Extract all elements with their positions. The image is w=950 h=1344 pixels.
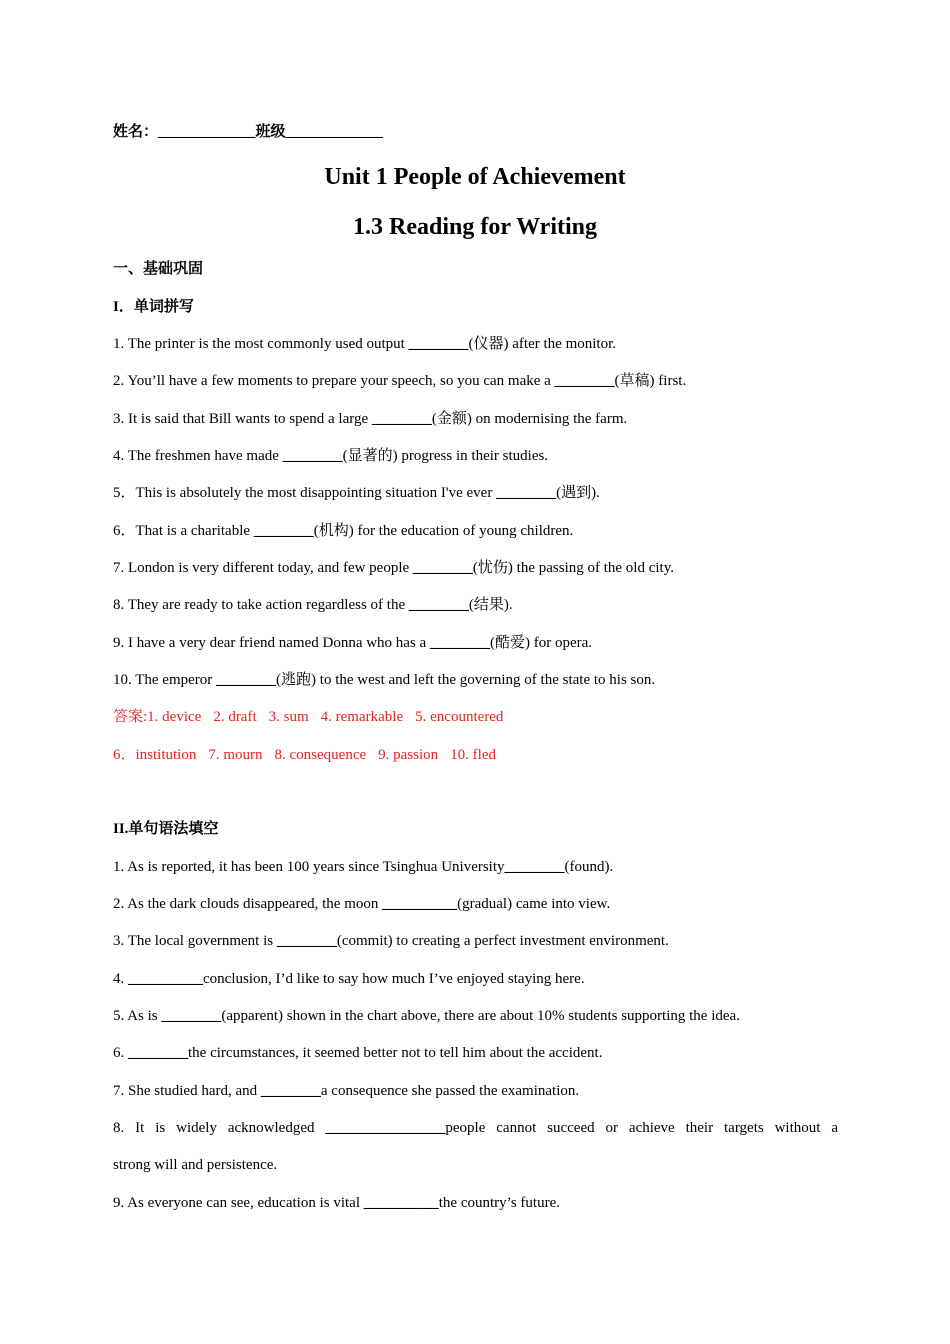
answer-blank: ________ <box>128 1045 188 1061</box>
answer-blank: ________ <box>429 635 490 651</box>
question-text: 10. The emperor <box>113 672 217 688</box>
answer-blank: ________ <box>412 560 473 576</box>
question-text: 2. You’ll have a few moments to prepare your speech, so you can make a <box>113 373 555 389</box>
answer-blank: ________ <box>408 597 469 613</box>
question-text: 8. They are ready to take action regardless of the <box>113 597 409 613</box>
question-hint: a consequence she passed the examination. <box>320 1083 580 1099</box>
question-text: 2. As the dark clouds disappeared, the moon <box>113 896 383 912</box>
answer-key-prefix: 答案: <box>113 709 148 725</box>
question-text: 5．This is absolutely the most disappointing situation I've ever <box>113 485 497 501</box>
answer-blank: __________ <box>382 896 458 912</box>
question-line <box>113 670 838 690</box>
answer-key-line-2 <box>113 745 838 765</box>
question-text: 1. The printer is the most commonly used output <box>113 336 409 352</box>
unit-title: Unit 1 People of Achievement <box>324 164 626 190</box>
question-text: 6．That is a charitable <box>113 523 254 539</box>
name-label: 姓名： <box>113 124 159 140</box>
question-text: 6. <box>113 1045 128 1061</box>
section-heading-basics: 一、基础巩固 <box>113 261 204 277</box>
class-label: 班级 <box>255 124 286 140</box>
answer-item: 4. remarkable <box>320 709 404 725</box>
question-hint: (逃跑) to the west and left the governing of the state to his son. <box>276 672 656 688</box>
question-hint: the circumstances, it seemed better not to tell him about the accident. <box>188 1045 603 1061</box>
answer-blank: ________ <box>260 1083 321 1099</box>
answer-key-line-1 <box>113 707 838 727</box>
question-text: 3. It is said that Bill wants to spend a large <box>113 411 372 427</box>
question-line <box>113 409 838 429</box>
question-text: 5. As is <box>113 1008 162 1024</box>
student-info-line <box>113 122 838 142</box>
question-line <box>113 334 838 354</box>
question-text: 4. The freshmen have made <box>113 448 283 464</box>
question-hint: (结果). <box>468 597 513 613</box>
question-text: 1. As is reported, it has been 100 years since Tsinghua University <box>113 859 505 875</box>
answer-blank: ________ <box>554 373 615 389</box>
question-hint: (遇到). <box>556 485 600 501</box>
question-hint: (commit) to creating a perfect investment environment. <box>336 933 669 949</box>
question-line <box>113 521 838 541</box>
question-hint: (apparent) shown in the chart above, there are about 10% students supporting the idea. <box>221 1008 740 1024</box>
question-line <box>113 857 838 877</box>
class-blank: _____________ <box>285 124 384 140</box>
question-text: 3. The local government is <box>113 933 277 949</box>
question-hint: (found). <box>564 859 614 875</box>
answer-blank: __________ <box>128 971 203 987</box>
question-hint: people cannot succeed or achieve their targets without a <box>445 1120 838 1136</box>
question-line <box>113 1118 838 1138</box>
answer-blank: ________ <box>216 672 277 688</box>
question-text: strong will and persistence. <box>113 1157 278 1173</box>
question-line <box>113 931 838 951</box>
answer-blank: ________ <box>276 933 337 949</box>
answer-blank: __________ <box>363 1195 439 1211</box>
question-text: 7. She studied hard, and <box>113 1083 261 1099</box>
question-line <box>113 1081 838 1101</box>
answer-item: 7. mourn <box>208 747 263 763</box>
question-hint: (酷爱) for opera. <box>489 635 593 651</box>
question-line-continued <box>113 1155 838 1175</box>
question-line <box>113 558 838 578</box>
question-hint: (草稿) first. <box>614 373 687 389</box>
question-line <box>113 1193 838 1213</box>
answer-item: 5. encountered <box>415 709 504 725</box>
question-line <box>113 633 838 653</box>
question-hint: (显著的) progress in their studies. <box>342 448 549 464</box>
question-text: 9. I have a very dear friend named Donna who has a <box>113 635 430 651</box>
answer-blank: ________ <box>253 523 314 539</box>
question-line <box>113 483 838 503</box>
answer-item: 2. draft <box>213 709 257 725</box>
answer-blank: ________ <box>161 1008 222 1024</box>
answer-blank: ________ <box>504 859 565 875</box>
question-text: 7. London is very different today, and few people <box>113 560 413 576</box>
lesson-title: 1.3 Reading for Writing <box>352 214 598 240</box>
question-line <box>113 1043 838 1063</box>
question-text: 4. <box>113 971 128 987</box>
question-line <box>113 969 838 989</box>
question-line <box>113 446 838 466</box>
question-text: 9. As everyone can see, education is vital <box>113 1195 364 1211</box>
section-heading-grammar: II.单句语法填空 <box>113 821 219 837</box>
question-hint: (仪器) after the monitor. <box>468 336 616 352</box>
answer-item: 3. sum <box>268 709 309 725</box>
name-blank: _____________ <box>158 124 256 140</box>
answer-blank: ________ <box>282 448 343 464</box>
question-line <box>113 894 838 914</box>
answer-blank: ________ <box>496 485 557 501</box>
part-heading-spelling: I．单词拼写 <box>113 299 194 315</box>
question-text: 8. It is widely acknowledged <box>113 1120 326 1136</box>
question-hint: (gradual) came into view. <box>457 896 611 912</box>
question-hint: (机构) for the education of young children. <box>313 523 574 539</box>
answer-item: 8. consequence <box>274 747 367 763</box>
question-hint: conclusion, I’d like to say how much I’ve enjoyed staying here. <box>203 971 585 987</box>
question-hint: the country’s future. <box>438 1195 560 1211</box>
answer-item: 1. device <box>147 709 202 725</box>
question-line <box>113 1006 838 1026</box>
question-line <box>113 371 838 391</box>
question-hint: (金额) on modernising the farm. <box>431 411 628 427</box>
answer-blank: ________________ <box>325 1120 446 1136</box>
question-line <box>113 595 838 615</box>
question-hint: (忧伤) the passing of the old city. <box>472 560 674 576</box>
answer-blank: ________ <box>371 411 432 427</box>
answer-blank: ________ <box>408 336 469 352</box>
answer-item: 6．institution <box>113 747 197 763</box>
answer-item: 9. passion <box>378 747 439 763</box>
answer-item: 10. fled <box>450 747 496 763</box>
